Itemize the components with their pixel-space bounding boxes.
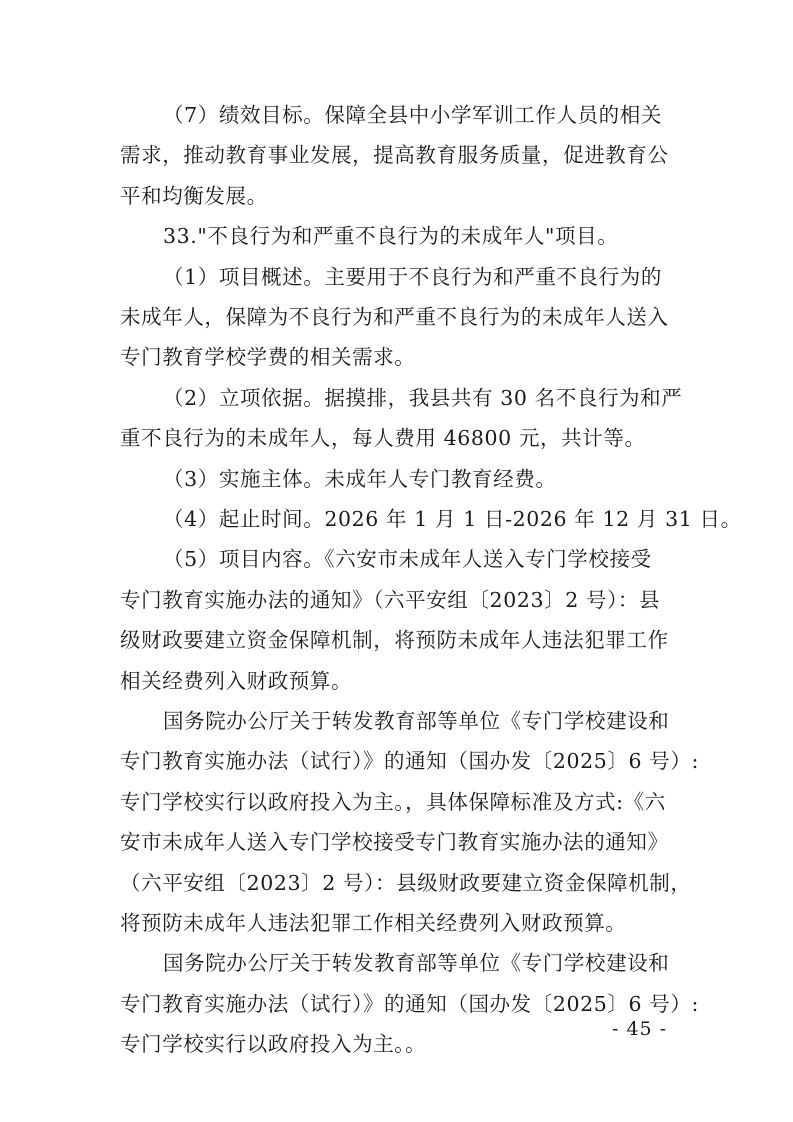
paragraph-line: （1）项目概述。主要用于不良行为和严重不良行为的 (163, 264, 662, 289)
paragraph-line: （3）实施主体。未成年人专门教育经费。 (163, 466, 557, 491)
paragraph-line: 平和均衡发展。 (120, 183, 268, 208)
paragraph-line: 重不良行为的未成年人，每人费用 46800 元，共计等。 (120, 426, 646, 451)
paragraph-line: （5）项目内容。《六安市未成年人送入专门学校接受 (163, 547, 652, 572)
paragraph-line: 专门学校实行以政府投入为主。。 (120, 1032, 427, 1057)
paragraph-line: 需求，推动教育事业发展，提高教育服务质量，促进教育公 (120, 143, 669, 168)
paragraph-line: 级财政要建立资金保障机制，将预防未成年人违法犯罪工作 (120, 628, 669, 653)
section-heading: 33."不良行为和严重不良行为的未成年人"项目。 (163, 224, 619, 249)
paragraph-line: 专门教育实施办法（试行）》的通知（国办发〔2025〕6 号）: (120, 991, 699, 1016)
paragraph-line: （7）绩效目标。保障全县中小学军训工作人员的相关 (163, 103, 662, 127)
paragraph-line: 安市未成年人送入专门学校接受专门教育实施办法的通知》 (120, 830, 669, 855)
page-number: - 45 - (612, 1018, 668, 1040)
paragraph-line: 专门教育实施办法（试行）》的通知（国办发〔2025〕6 号）: (120, 749, 699, 774)
paragraph-line: 将预防未成年人违法犯罪工作相关经费列入财政预算。 (120, 911, 627, 935)
paragraph-line: 相关经费列入财政预算。 (120, 668, 353, 693)
paragraph-line: （2）立项依据。据摸排，我县共有 30 名不良行为和严 (163, 385, 683, 410)
paragraph-line: 未成年人，保障为不良行为和严重不良行为的未成年人送入 (120, 305, 669, 329)
paragraph-line: （4）起止时间。2026 年 1 月 1 日-2026 年 12 月 31 日。 (163, 507, 742, 531)
paragraph-line: （六平安组〔2023〕2 号）：县级财政要建立资金保障机制， (120, 870, 692, 895)
paragraph-line: 专门教育学校学费的相关需求。 (120, 345, 416, 370)
paragraph-line: 国务院办公厅关于转发教育部等单位《专门学校建设和 (163, 709, 670, 733)
paragraph-line: 国务院办公厅关于转发教育部等单位《专门学校建设和 (163, 951, 670, 976)
paragraph-line: 专门学校实行以政府投入为主。，具体保障标准及方式:《六 (120, 789, 666, 814)
paragraph-line: 专门教育实施办法的通知》（六平安组〔2023〕2 号）：县 (120, 587, 661, 612)
